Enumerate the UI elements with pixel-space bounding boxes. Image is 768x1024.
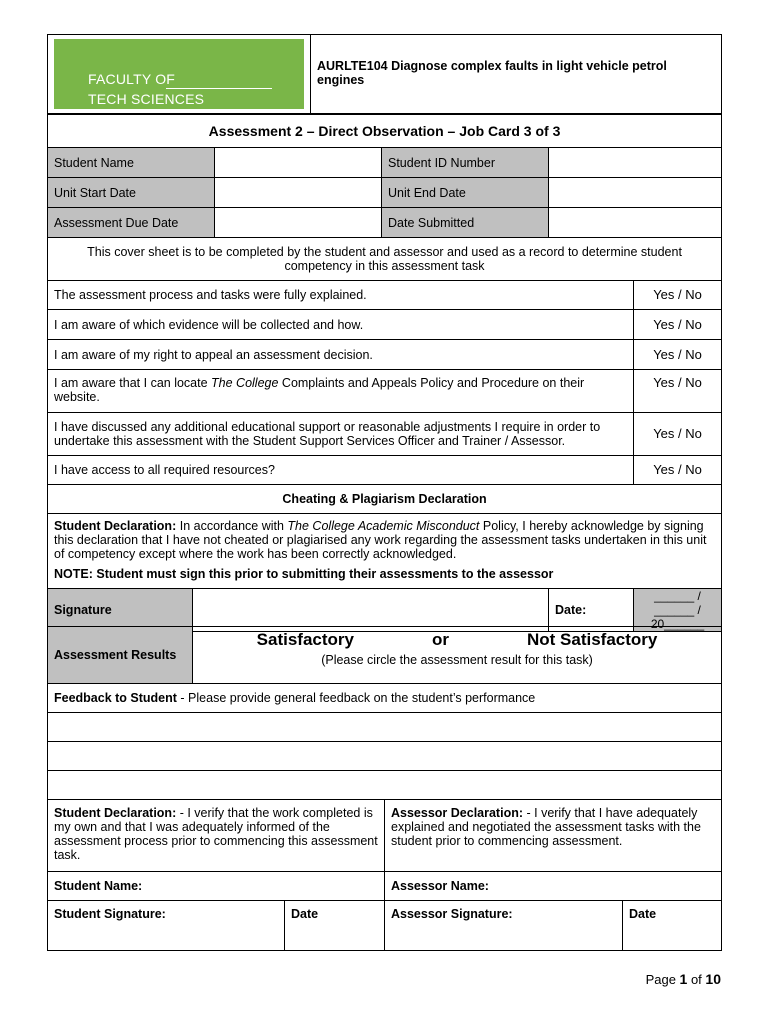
feedback-line[interactable] [48, 713, 722, 742]
cover-note: This cover sheet is to be completed by the student and assessor and used as a record to determine student competency in this assessment task [48, 238, 722, 281]
header-table [47, 34, 722, 114]
unit-start-label: Unit Start Date [48, 178, 215, 208]
results-cell [193, 627, 722, 684]
logo-line1: FACULTY OF [88, 71, 176, 87]
date-field[interactable]: ______ / ______ / 20______ [634, 589, 722, 632]
page-current: 1 [679, 971, 688, 987]
college-name: The College [211, 376, 279, 390]
checklist-item-text-end: Complaints and Appeals Policy and Procedure on their website. [54, 376, 585, 404]
assessment-title: Assessment 2 – Direct Observation – Job Card 3 of 3 [48, 115, 722, 148]
checklist-answer[interactable]: Yes / No [634, 281, 722, 310]
feedback-instructions: - Please provide general feedback on the student’s performance [176, 691, 536, 705]
date-submitted-label: Date Submitted [382, 208, 549, 238]
checklist-item [48, 370, 634, 413]
faculty-logo [54, 39, 304, 109]
satisfactory-option[interactable]: Satisfactory [256, 630, 354, 649]
cheating-text-start: In accordance with [176, 519, 288, 533]
assessor-declaration-text: - I verify that I have adequately explained and negotiated the assessment tasks with the student prior to commencing assessment. [391, 806, 701, 848]
student-id-field[interactable] [549, 148, 722, 178]
due-date-label: Assessment Due Date [48, 208, 215, 238]
due-date-field[interactable] [215, 208, 382, 238]
unit-end-label: Unit End Date [382, 178, 549, 208]
assessor-date-field[interactable]: Date [623, 901, 722, 951]
student-id-label: Student ID Number [382, 148, 549, 178]
cover-sheet-table [47, 114, 722, 632]
unit-start-field[interactable] [215, 178, 382, 208]
assessor-declaration-label: Assessor Declaration: [391, 806, 524, 820]
page-of: of [687, 972, 706, 987]
signature-label: Signature [48, 589, 193, 632]
checklist-answer[interactable]: Yes / No [634, 413, 722, 456]
checklist-answer[interactable]: Yes / No [634, 310, 722, 340]
results-note: (Please circle the assessment result for this task) [321, 653, 593, 667]
feedback-line[interactable] [48, 771, 722, 800]
student-name-label: Student Name [48, 148, 215, 178]
cheating-heading: Cheating & Plagiarism Declaration [48, 485, 722, 514]
results-table [47, 626, 722, 951]
cheating-declaration-label: Student Declaration: [54, 519, 177, 533]
feedback-header [48, 684, 722, 713]
logo-line2: TECH SCIENCES [88, 91, 205, 107]
assessor-declaration [385, 800, 722, 872]
checklist-item: I am aware of which evidence will be collected and how. [48, 310, 634, 340]
or-text: or [431, 630, 449, 649]
student-date-field[interactable]: Date [285, 901, 385, 951]
logo-rule [166, 88, 272, 89]
student-signature-field[interactable]: Student Signature: [48, 901, 285, 951]
unit-end-field[interactable] [549, 178, 722, 208]
checklist-answer[interactable]: Yes / No [634, 370, 722, 413]
logo-cell [48, 35, 311, 114]
checklist-item: I have access to all required resources? [48, 456, 634, 485]
student-declaration [48, 800, 385, 872]
page-number [646, 971, 721, 987]
feedback-label: Feedback to Student [54, 691, 177, 705]
checklist-item-text-start: I am aware that I can locate [54, 376, 212, 390]
student-declaration-label: Student Declaration: [54, 806, 177, 820]
checklist-item: I have discussed any additional educational support or reasonable adjustments I require in order to undertake this assessment with the Student Support Services Officer and Trainer / Assessor. [48, 413, 634, 456]
student-name-field[interactable]: Student Name: [48, 872, 385, 901]
unit-title-cell [311, 35, 722, 114]
page-total: 10 [705, 971, 721, 987]
feedback-line[interactable] [48, 742, 722, 771]
unit-title: AURLTE104 Diagnose complex faults in light vehicle petrol engines [317, 59, 667, 87]
cheating-text-end: Policy, I hereby acknowledge by signing this declaration that I have not cheated or plagiarised any work regarding the assessment tasks undertaken in this unit of competency except where the work has been correctly acknowledged. [54, 519, 707, 561]
cheating-declaration [48, 514, 722, 589]
date-label: Date: [549, 589, 634, 632]
checklist-item: I am aware of my right to appeal an assessment decision. [48, 340, 634, 370]
date-submitted-field[interactable] [549, 208, 722, 238]
policy-name: The College Academic Misconduct [287, 519, 480, 533]
assessor-name-field[interactable]: Assessor Name: [385, 872, 722, 901]
not-satisfactory-option[interactable]: Not Satisfactory [526, 630, 658, 649]
student-declaration-text: - I verify that the work completed is my own and that I was adequately informed of the assessment process prior to commencing this assessment task. [54, 806, 378, 862]
checklist-answer[interactable]: Yes / No [634, 340, 722, 370]
results-label: Assessment Results [48, 627, 193, 684]
page-prefix: Page [645, 972, 680, 987]
checklist-item: The assessment process and tasks were fully explained. [48, 281, 634, 310]
assessor-signature-field[interactable]: Assessor Signature: [385, 901, 623, 951]
cheating-note: NOTE: Student must sign this prior to submitting their assessments to the assessor [54, 567, 554, 581]
checklist-answer[interactable]: Yes / No [634, 456, 722, 485]
student-name-field[interactable] [215, 148, 382, 178]
